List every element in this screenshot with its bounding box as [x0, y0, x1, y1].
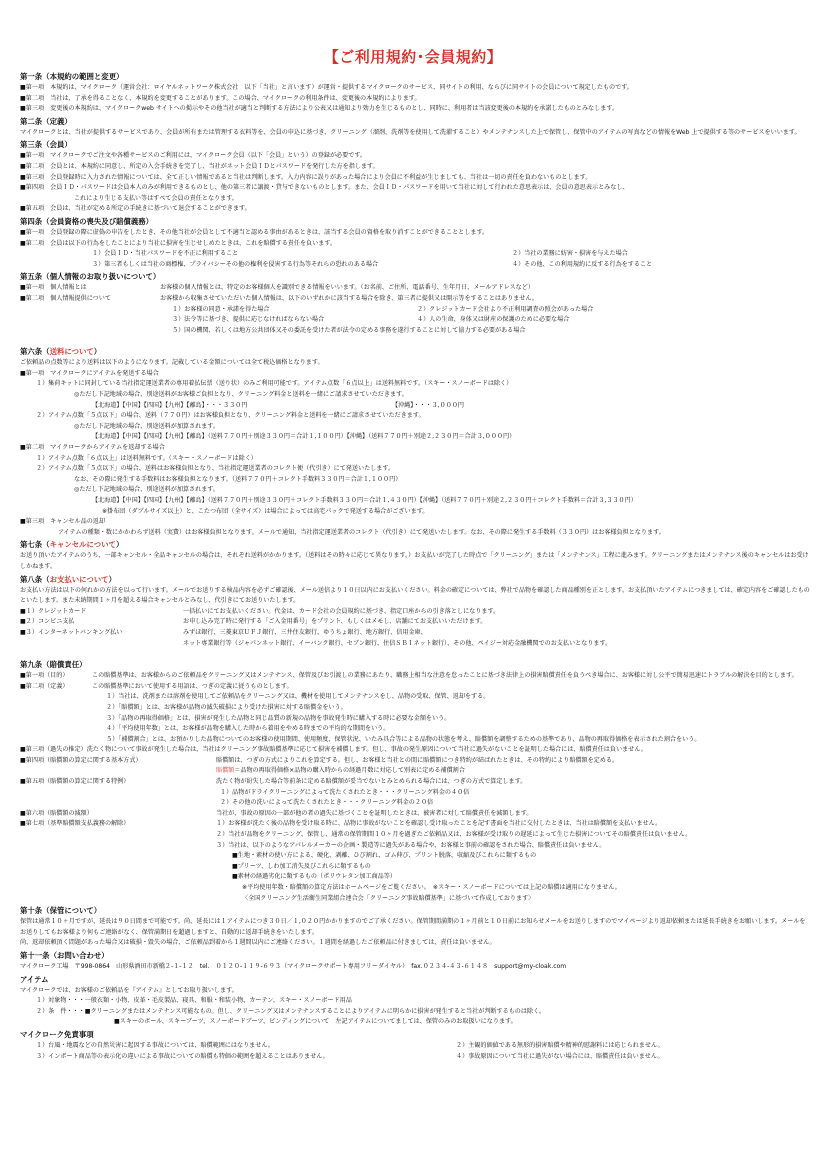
article-9-formula	[20, 766, 810, 777]
article-9-clause-6-text: 当社が、事故の原因の一部が他の者の過失に基づくことを証明したときは、被害者に対して賠償責任を減額します。	[216, 809, 533, 817]
article-9-clause-7-text-1: １）お客様が洗たく後の品物を受け取る時に、品物に事故がないことを確認し受け取ったことを記す書面を当社に交付したときは、当社は賠償額を支払いません。	[216, 820, 662, 828]
article-5-clause-1-text: お客様の個人情報とは、特定のお客様個人を識別できる情報をいいます。（お名前、ご住所、電話番号、生年月日、メールアドレスなど）	[160, 284, 534, 292]
article-6-a2: ◎ただし下記地域の場合、別途送料がお客様ご負担となり、クリーニング料金と送料を一緒にご請求させていただきます。	[74, 391, 408, 399]
article-3-clause-3: ■第三項 会員登録時に入力された情報については、全て正しい情報であると当社は判断します。入力内容に誤りがあった場合により会員に不利益が生じましても、当社は一切の責任を負わないものとします。	[20, 173, 592, 181]
exemptions-heading: マイクローク免責事項	[20, 1029, 94, 1039]
article-3-clause-4: ■第四項 会員ＩＤ・パスワードは会員本人のみが利用できるものとし、他の第三者に譲渡・貸与できないものとします。また、会員ＩＤ・パスワードを用いて当社に対して行われた意思表示は、会員の意思表示とみなし、	[20, 184, 629, 192]
article-6-heading	[20, 346, 810, 358]
article-8-method-2	[20, 617, 810, 628]
exemption-3: ３）インポート商品等の表示化の違いによる事故についての賠償も特価の範囲を超えることはありません。	[36, 1052, 329, 1060]
article-4-clause-1: ■第一項 会員登録の際に虚偽の申告をしたとき、その他当社が会員として不適当と認める事由があるときは、該当する会員の資格を取り消すことができることとします。	[20, 228, 489, 236]
article-9-clause-7-label: ■第七項（基準賠償額支払義務の解除）	[20, 820, 130, 828]
items-conditions: ２）条 件・・・■クリーニングまたはメンテナンス可能なもの。但し、クリーニング又はメンテナンスすることによりアイテムに明らかに損害が発生すると当社が判断するものは除く。	[36, 1007, 546, 1015]
article-8-method-2-text: お申し込み完了時に発行する「ご入金用番号」をプリント、もしくはメモし、店舗にてお支払いいただけます。	[183, 618, 487, 626]
article-9-clause-4-text: 賠償額は、つぎの方式によりこれを算定する。但し、お客様と当社との間に賠償額につき特約が結ばれたときは、その特約により賠償額を定める。	[216, 756, 619, 764]
article-5-item-4: ４）人の生命、身体又は財産の保護のために必要な場合	[417, 316, 570, 324]
article-6-d1: アイテムの種類・数にかかわらず送料（実費）はお客様負担となります。メールで通知、当社指定運送業者のコレクト（代引き）にて発送いたします。なお、その際に発生する手数料（３３０円）はお客様負担となります。	[58, 528, 665, 536]
article-7-heading	[20, 539, 810, 551]
article-9-clause-7	[20, 819, 810, 830]
terms-content	[20, 70, 810, 1062]
article-6-a1: １）集荷キットに同封している当社指定運送業者の専用着払伝票（送り状）のみご利用可能です。アイテム点数「６点以上」は送料無料です。（スキー・スノーボードは除く）	[36, 380, 513, 388]
article-10-heading: 第十条（保管について）	[20, 906, 102, 916]
article-6-b2: ◎ただし下記地域の場合、別途送料が加算されます。	[74, 422, 219, 430]
article-9-def-3: ３）「品物の再取得価格」とは、損害が発生した品物と同じ品質の新規の品物を事故発生時に購入する時に必要な金額をいう。	[106, 714, 451, 722]
exemptions-row-1	[20, 1041, 810, 1052]
article-9-clause-4	[20, 756, 810, 767]
article-6-heading-b: ）	[93, 347, 102, 357]
article-5-item-5: ５）国の機関、若しくは地方公共団体又その委託を受けた者が法令の定める事務を遂行することに対して協力する必要がある場合	[172, 326, 526, 334]
article-5-item-3: ３）法令等に基づき、提供に応じなければならない場合	[172, 316, 325, 324]
article-6-a3: 【北海道】【中国】【四国】【九州】【離島】・・・３３０円	[92, 401, 248, 409]
article-6-clause-3: ■第三項 キャンセル品の返却	[20, 518, 105, 526]
article-9-def-1: １）当社は、洗剤または溶剤を使用してご依頼品をクリーニング又は、機材を使用してメンテナンスをし、品物の受取、保管、返却をする。	[106, 693, 490, 701]
article-9-note-1: ※平均使用年数・賠償額の算定方法はホームページをご覧ください。 ※スキー・スノーボードについては上記の賠償は適用になりません。	[242, 884, 621, 891]
article-3-heading: 第三条（会員）	[20, 140, 72, 150]
article-6-c1: １）アイテム点数「６点以上」は送料無料です。（スキー・スノーボードは除く）	[36, 454, 257, 462]
article-3-clause-5: ■第五項 会員は、当社が定める所定の手続きに基づいて退会することができます。	[20, 205, 251, 213]
article-9-clause-2-text: この賠償基準において使用する用語は、つぎの定義に従うものとします。	[92, 682, 293, 690]
article-4-item-1: １）会員ＩＤ・当社パスワードを不正に利用すること	[92, 250, 239, 258]
article-9-exclusion-1: ■生地・素材の使い方による、硬化、剥離、ひび割れ、ゴム伸び、プリント脱落、収縮及びこれらに類するもの	[232, 852, 537, 860]
article-9-clause-7-text-2: ２）当社が品物をクリーニング、保管し、通常の保管期間１０ヶ月を過ぎたご依頼品又は、お客様が受け取りの遅延によって生じた損害についてその賠償責任は負いません。	[216, 831, 692, 839]
article-6-c6: ※掛布団（ダブルサイズ以上）と、こたつ布団（全サイズ）は場合によっては高宅パックで発送する場合がございます。	[102, 507, 429, 515]
article-1-clause-3: ■第三項 変更後の本規約は、マイクロークweb サイトへの掲示やその他当社が適当と判断する方法により公表又は通知より効力を生じるものとし、同時に、利用者は当該変更後の本規約を承諾したものとみなします。	[20, 105, 619, 113]
article-6-c2: ２）アイテム点数「５点以下」の場合、送料はお客様負担となり、当社指定運送業者のコレクト便（代引き）にて発送いたします。	[36, 465, 395, 473]
article-9-clause-6	[20, 809, 810, 820]
article-9-clause-5-text: 洗たく物が紛失した場合等前条に定める賠償額が妥当でないとみとめられる場合には、つぎの方式で算定します。	[216, 778, 527, 786]
article-8-method-1	[20, 607, 810, 618]
article-4-items-row-2	[20, 260, 810, 271]
exemption-1: １）台風・地震などの自然災害に起因する事故については、賠償範囲にはなりません。	[36, 1041, 274, 1049]
article-9-clause-5-label: ■第五項（賠償額の算定に関する特例）	[20, 778, 130, 786]
article-5-item-2: ２）クレジットカード会社より不正利用調査の照会があった場合	[417, 305, 594, 313]
article-9-def-4: ４）「平均使用年数」とは、お客様が品物を購入した時から着用をやめる時までの平均的な期間をいう。	[106, 725, 390, 733]
article-1-clause-1: ■第一項 本規約は、マイクローク（運営会社：ロイヤルネットワーク株式会社 以下「当社」と言います）が運営・提供するマイクロークのサービス、同サイトの利用、ならびに同サイトの会員について規定したものです。	[20, 84, 633, 91]
article-6-intro: ご依頼品の点数等により送料は以下のようになります。記載している金額については全て税込価格となります。	[20, 359, 324, 367]
article-8-method-3	[20, 628, 810, 639]
article-5-heading: 第五条（個人情報のお取り扱いについて）	[20, 272, 161, 282]
items-heading: アイテム	[20, 974, 49, 984]
article-5-items-row-1	[20, 305, 810, 316]
article-11-heading: 第十一条（お問い合わせ）	[20, 950, 109, 960]
article-2-text: マイクロークとは、当社が提供するサービスであり、会員が所有または管理する衣料等を、会員の申込に基づき、クリーニング（溜剤、洗剤等を使用して洗濯すること）やメンテナンスした上で保管し、保管中のアイテムの写真などの情報をWeb 上で提供する等のサービスをいいます。	[20, 128, 801, 136]
exemption-4: ４）事故原因について当社に過失がない場合には、賠償責任は負いません。	[456, 1052, 664, 1060]
article-8-method-3-text: みずほ銀行、三菱東京ＵＦＪ銀行、三井住友銀行、ゆうちょ銀行、地方銀行、信用金庫、	[183, 628, 427, 636]
article-9-clause-6-label: ■第六項（賠償額の減額）	[20, 809, 93, 817]
article-6-a3b: 【沖縄】・・・３,０００円	[392, 401, 465, 409]
article-9-clause-1-label: ■第一項（目的）	[20, 672, 69, 680]
article-5-clause-1	[20, 283, 810, 294]
article-7-heading-b: ）	[115, 540, 124, 550]
article-10-text-2: 尚、返却依頼頂く問題があった場合又は破損・毀失の場合、ご依頼品到着から１週間以内にご連絡ください。１週間を経過したご依頼品に付きましては、責任は負いません。	[20, 939, 496, 947]
article-9-clause-4-label: ■第四項（賠償額の算定に関する基本方式）	[20, 756, 142, 764]
article-5-items-row-2	[20, 315, 810, 326]
article-9-clause-5-item-2: ２）その他の洗いによって洗たくされたとき・・・クリーニング料金の２０倍	[220, 799, 434, 807]
items-targets: １）対象物・・・一般衣類・小物、皮革・毛皮製品、寝具、和服・和装小物、カーテン、スキー・スノーボード用品	[36, 997, 352, 1005]
article-6-c3: なお、その際に発生する手数料はお客様負担となります。（送料７７０円＋コレクト手数料３３０円＝合計１,１００円）	[74, 475, 402, 483]
article-9-clause-5-item-1: １）品物がドライクリーニングによって洗たくされたとき・・・クリーニング料金の４０倍	[220, 788, 470, 796]
article-4-item-3: ３）第三者もしくは当社の商標権、プライバシーその他の権利を侵害する行為等それらの恐れのある場合	[92, 260, 379, 268]
article-3-clause-4-cont: これにより生じる支払い等はすべて会員の責任となります。	[74, 194, 238, 202]
exemptions-row-2	[20, 1052, 810, 1063]
article-4-item-4: ４）その他、この利用規約に反する行為をすること	[512, 260, 653, 268]
article-5-clause-2-label: ■第二項 個人情報提供について	[20, 294, 111, 302]
article-6-clause-2: ■第二項 マイクロークからアイテムを返却する場合	[20, 444, 165, 452]
article-6-c4: ◎ただし下記地域の場合、別途送料が加算されます。	[74, 486, 219, 494]
article-8-heading-a: 第八条（	[20, 574, 50, 584]
article-6-heading-a: 第六条（	[20, 347, 50, 357]
article-6-b1: ２）アイテム点数「５点以下」の場合、送料（７７０円）はお客様負担となり、クリーニング料金と送料を一緒にご請求させていただきます。	[36, 412, 425, 420]
contact-info: マイクローク工場 〒998-0864 山形県酒田市新橋２-１-１２ tel. ０１２０-１１９-６９３（マイクロークサポート専用フリーダイヤル） fax.０２３４-４３-６１４８ support@my-cloak.com	[20, 962, 567, 970]
article-9-def-2: ２）「賠償額」とは、お客様が品物の滅失破損により受けた損害に対する賠償金をいう。	[106, 703, 347, 711]
article-5-clause-1-label: ■第一項 個人情報とは	[20, 284, 87, 292]
article-8-method-3-label: ■３）インターネットバンキング払い	[20, 628, 123, 636]
article-5-clause-2	[20, 294, 810, 305]
article-6-clause-1: ■第一項 マイクロークにアイテムを発送する場合	[20, 369, 159, 377]
article-7-heading-red: キャンセルについて	[49, 540, 116, 550]
article-9-clause-5	[20, 777, 810, 788]
page-title: 【ご利用規約･会員規約】	[323, 48, 503, 66]
article-2-heading: 第二条（定義）	[20, 116, 72, 126]
article-9-clause-3: ■第三項（過失の推定）洗たく物について事故が発生した場合は、当社はクリーニング事故賠償基準に応じて損害を補償します。但し、事故の発生原因について当社に過失がないことを証明した場合には、賠償責任は負いません。	[20, 746, 647, 754]
items-intro: マイクロークでは、お客様のご依頼品を『アイテム』としてお取り扱いします。	[20, 986, 238, 994]
article-6-b3: 【北海道】【中国】【四国】【九州】【離島】（送料７７０円＋別途３３０円＝合計１,１００円）【沖縄】（送料７７０円＋別途２,２３０円＝合計３,０００円）	[92, 433, 516, 441]
article-4-item-2: ２）当社の業務に妨害・損害を与えた場合	[512, 250, 628, 258]
article-9-formula-red: 賠償額	[216, 767, 235, 775]
article-8-method-2-label: ■２）コンビニ支払	[20, 618, 75, 626]
article-7-text: お送り頂いたアイテムのうち、一部キャンセル・全品キャンセルの場合は、それぞれ送料がかかります。（送料はその時々に応じて異なります。）お支払いが完了した時点で「クリーニング」または「メンテナンス」工程に進みます。クリーニングまたはメンテナンス後のキャンセルはお受けしかねます。	[20, 552, 809, 570]
article-8-method-1-text: 一括払いにてお支払いください。代金は、カード会社の会員規約に基づき、指定口座からの引き落としになります。	[183, 607, 500, 615]
article-9-heading: 第九条（賠償責任）	[20, 660, 87, 670]
article-9-clause-1	[20, 671, 810, 682]
article-8-method-1-label: ■１）クレジットカード	[20, 607, 87, 615]
article-9-exclusion-2: ■プリーツ、しわ加工消失及びこれらに類するもの	[232, 862, 371, 870]
article-9-note-2: 〈全国クリーニング生活衛生同業組合連合会「クリーニング事故賠償基準」に基づいて作成しております〉	[242, 894, 535, 902]
exemption-2: ２）主観的価値である無形的損害賠償や精神的慰謝料には応じられません。	[456, 1041, 664, 1049]
article-7-heading-a: 第七条（	[20, 540, 50, 550]
article-8-heading-b: ）	[108, 574, 116, 584]
article-8-method-3-cont: ネット専業銀行等（ジャパンネット銀行、イーバンク銀行、セブン銀行、住信ＳＢＩネット銀行）、その他、ペイジー対応金融機関でのお支払いとなります。	[183, 639, 612, 647]
items-conditions-ski: ■スキーのボール、スキーブーツ、スノーボードブーツ、ビンディングについて 左記アイテムについてましては、保管のみのお取扱いになります。	[114, 1018, 517, 1026]
article-8-text: お支払い方法は以下の何れかの方法を以って行います。メールでお送りする検品内容を必ずご確認後、メール送信より１０日以内にお支払いください。料金の確定については、弊社で品物を確認した商品種別を正とします。お支払頂いたアイテムにつきましては、確定内容をご確認したものといたします。また未納期間１ヶ月を超える場合キャンセルとみなし、代引きにてお送りいたします。	[20, 586, 810, 605]
article-8-heading-red: お支払いについて	[49, 574, 109, 584]
article-9-clause-2-label: ■第二項（定義）	[20, 682, 69, 690]
article-10-text-1: 保管は通常１０ヶ月ですが、延長は９０日間まで可能です。尚、延長には１アイテムにつき３０日／１,０２０円かかりますのでご了承ください。保管期間満期の１ヶ月前と１０日前にお知らせメールをお送りしますのでマイページより返却依頼または延長手続きをお願いします。メールをお送りしてもお客様より何もご連絡がなく、保管満期日を超過しますと、自動的に返却手続きをいたします。	[20, 918, 806, 936]
article-4-clause-2: ■第二項 会員は以下の行為をしたことにより当社に損害を生じせしめたときは、これを賠償する責任を負います。	[20, 239, 337, 247]
article-9-clause-7-text-3: ３）当社は、以下のようなアパレルメーカーの企画・製造等に過失がある場合や、お客様と事前の確認をされた場合、賠償責任は負いません。	[216, 841, 606, 849]
article-9-clause-2	[20, 682, 810, 693]
article-4-heading: 第四条（会員資格の喪失及び賠償義務）	[20, 216, 154, 226]
article-6-a3-row	[20, 401, 810, 412]
article-9-def-5: ５）「補償割合」とは、お預かりした品物についてのお客様の使用期間、使用頻度、保管状況、いたみ具合等による品物の状態を考え、賠償額を調整するための基準であり、品物の再取得価格を表示された割合をいう。	[106, 735, 701, 743]
article-1-clause-2: ■第二項 当社は、了承を得ることなく、本規約を変更することがあります。この場合、マイクロークの利用条件は、変更後の本規約によります。	[20, 94, 421, 102]
article-9-clause-1-text: この賠償基準は、お客様からのご依頼品をクリーニング又はメンテナンス、保管及びお引渡しの業務にあたり、職務上相当な注意を怠ったことに基づき法律上の損害賠償責任を負うべき場合に、お客様に対し公平で簡易迅速にトラブルの解決を目的とします。	[92, 672, 798, 680]
article-4-items-row-1	[20, 249, 810, 260]
article-8-heading	[20, 574, 810, 586]
article-5-clause-2-text: お客様から収集させていただいた個人情報は、以下のいずれかに該当する場合を除き、第三者に提供又は開示等をすることはありません。	[160, 294, 538, 302]
article-9-exclusion-3: ■素材の経過劣化に類するもの（ポリウレタン加工商品等）	[232, 873, 396, 881]
article-6-heading-red: 送料について	[49, 347, 94, 357]
article-3-clause-2: ■第二項 会員とは、本規約に同意し、所定の入会手続きを完了し、当社がネット会員ＩＤとパスワードを発行した方を指します。	[20, 162, 379, 170]
article-3-clause-1: ■第一項 マイクロークでご注文や各種サービスのご利用には、マイクローク会員（以下「会員」という）の登録が必要です。	[20, 152, 367, 160]
article-5-item-1: １）お客様の同意・承諾を得た場合	[172, 305, 270, 313]
article-9-formula-text: ＝品物の再取得価格×品物の購入時からの経過月数に対応して別表に定める補償割合	[234, 767, 465, 775]
article-1-heading: 第一条（本規約の範囲と変更）	[20, 72, 124, 81]
article-6-c5: 【北海道】【中国】【四国】【九州】【離島】（送料７７０円＋別途３３０円＋コレクト手数料３３０円＝合計１,４３０円）【沖縄】（送料７７０円＋別途２,２３０円＋コレクト手数料＝合計３,３３０円）	[92, 497, 637, 504]
